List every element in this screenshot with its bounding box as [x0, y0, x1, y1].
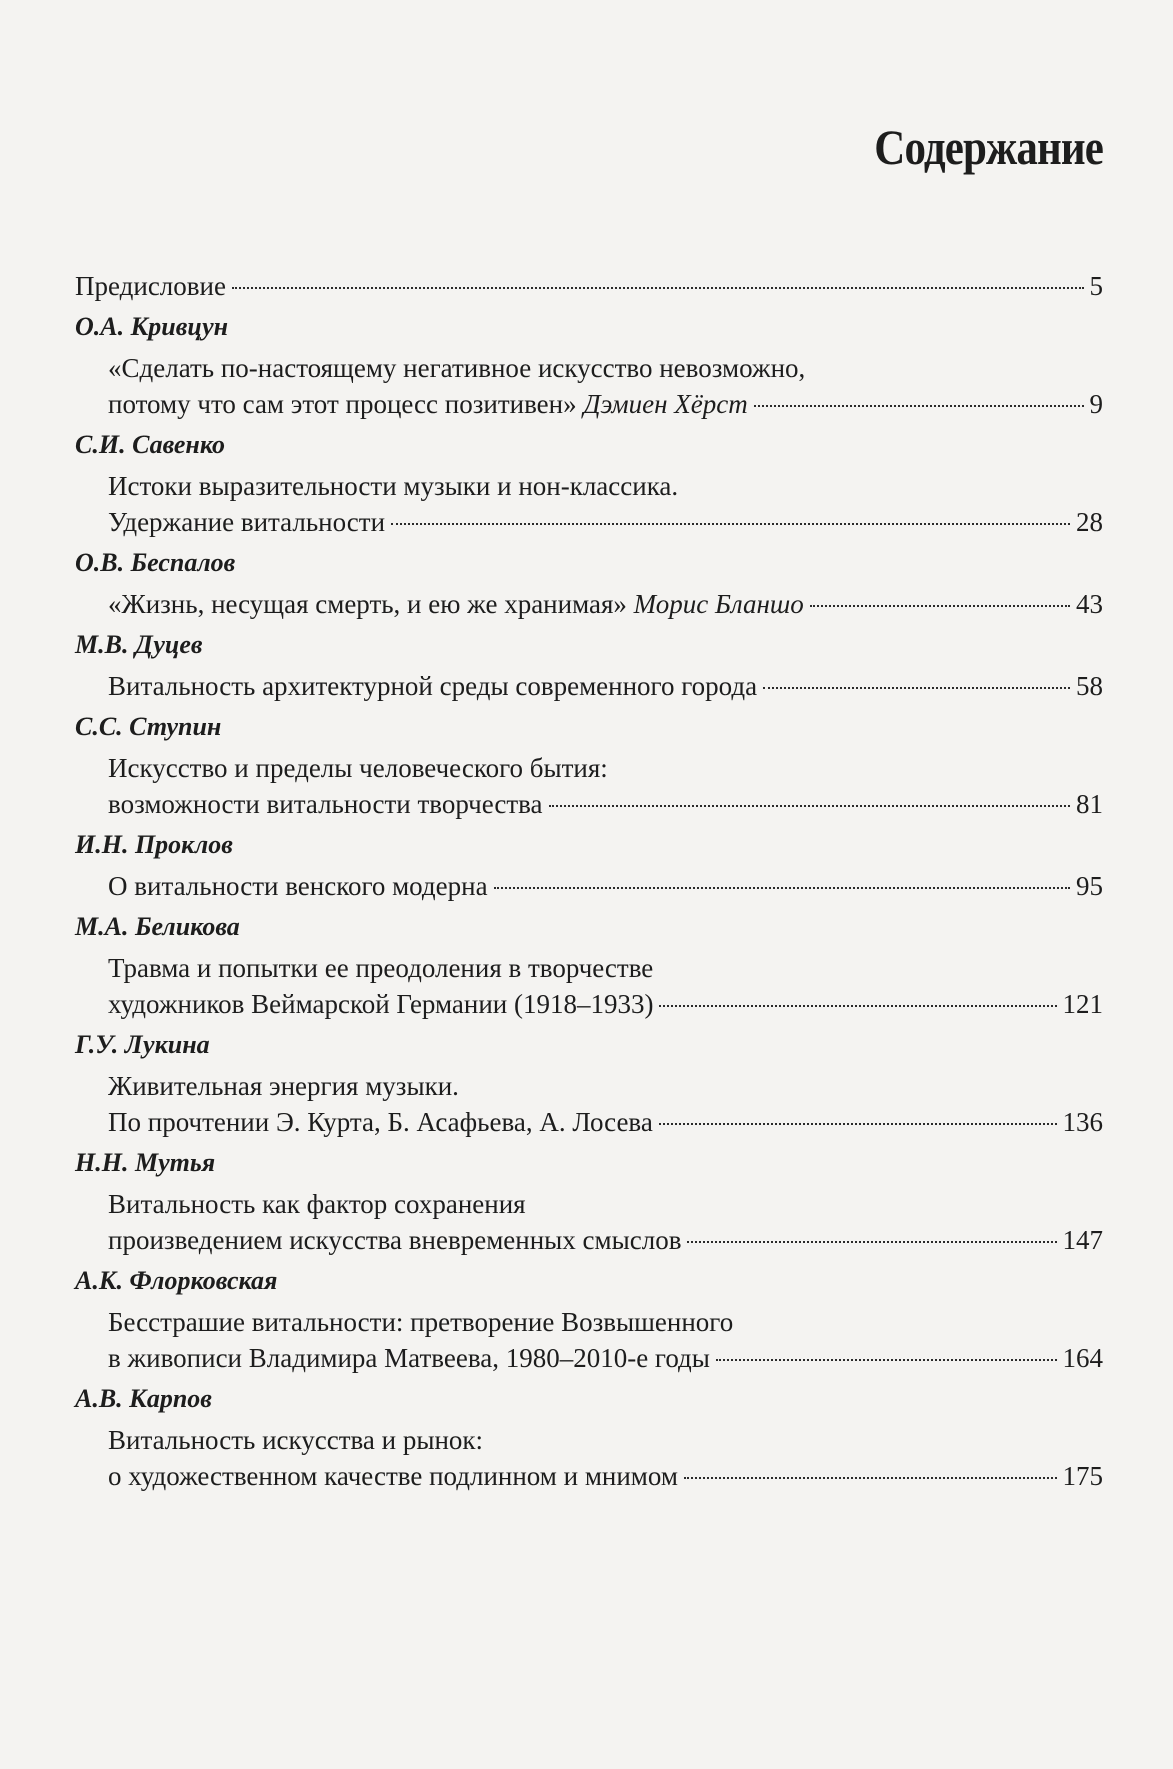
toc-entry[interactable]	[75, 1264, 1103, 1376]
entry-title-last-line	[108, 986, 1103, 1022]
entry-title-line: в живописи Владимира Матвеева, 1980–2010-е годы	[108, 1343, 710, 1373]
entry-title-line: художников Веймарской Германии (1918–1933)	[108, 989, 654, 1019]
entry-title-last-line	[108, 786, 1103, 822]
entry-title-text	[108, 1340, 710, 1376]
page-number: 58	[1076, 671, 1103, 701]
entry-title-line: Живительная энергия музыки.	[108, 1071, 459, 1101]
toc-entry[interactable]	[75, 428, 1103, 540]
quoted-author: Дэмиен Хёрст	[583, 389, 748, 419]
entry-title-text	[108, 1458, 678, 1494]
entry-title-line: Искусство и пределы человеческого бытия:	[108, 753, 608, 783]
toc-entry[interactable]	[75, 1028, 1103, 1140]
entry-author: С.И. Савенко	[75, 430, 226, 459]
toc-entries	[75, 310, 1103, 1494]
entry-author: Г.У. Лукина	[75, 1030, 210, 1059]
entry-title-last-line	[108, 1222, 1103, 1258]
entry-title-line: потому что сам этот процесс позитивен»	[108, 389, 577, 419]
entry-title-text	[108, 1222, 681, 1258]
entry-title-line: «Сделать по-настоящему негативное искусство невозможно,	[108, 353, 806, 383]
page-number: 43	[1076, 589, 1103, 619]
toc-entry[interactable]	[75, 628, 1103, 704]
toc-entry[interactable]	[75, 546, 1103, 622]
entry-title-text	[108, 586, 804, 622]
page-number: 5	[1089, 271, 1103, 301]
entry-title: Предисловие	[75, 271, 226, 301]
leader-dots	[659, 1123, 1057, 1125]
entry-title-last-line	[108, 868, 1103, 904]
entry-work	[75, 1304, 1103, 1376]
entry-work	[75, 1186, 1103, 1258]
toc-entry[interactable]	[75, 310, 1103, 422]
entry-title-last-line	[108, 1458, 1103, 1494]
page-number: 95	[1076, 871, 1103, 901]
page-number: 28	[1076, 507, 1103, 537]
entry-title-text	[108, 386, 748, 422]
entry-author: О.В. Беспалов	[75, 548, 236, 577]
table-of-contents	[75, 268, 1103, 1500]
toc-entry[interactable]	[75, 1382, 1103, 1494]
entry-title-text	[108, 504, 385, 540]
entry-title-line: Удержание витальности	[108, 507, 386, 537]
leader-dots	[659, 1005, 1056, 1007]
entry-work	[75, 468, 1103, 540]
entry-work	[75, 668, 1103, 704]
entry-title-line: Витальность как фактор сохранения	[108, 1189, 526, 1219]
entry-author: М.В. Дуцев	[75, 630, 203, 659]
entry-author: А.В. Карпов	[75, 1384, 212, 1413]
leader-dots	[684, 1477, 1057, 1479]
entry-title-last-line	[108, 1104, 1103, 1140]
entry-author: М.А. Беликова	[75, 912, 240, 941]
page-number: 121	[1062, 989, 1103, 1019]
page-number: 81	[1076, 789, 1103, 819]
entry-title-last-line	[108, 1340, 1103, 1376]
entry-title-text	[108, 786, 543, 822]
leader-dots	[716, 1359, 1057, 1361]
entry-title-line: «Жизнь, несущая смерть, и ею же хранимая»	[108, 589, 627, 619]
entry-work	[75, 750, 1103, 822]
toc-entry[interactable]	[75, 710, 1103, 822]
entry-title-text	[108, 986, 653, 1022]
leader-dots	[232, 287, 1084, 289]
toc-entry[interactable]	[75, 828, 1103, 904]
entry-title-text	[108, 868, 488, 904]
page-number: 164	[1062, 1343, 1103, 1373]
entry-title-line: произведением искусства вневременных смыслов	[108, 1225, 682, 1255]
entry-title-last-line	[108, 386, 1103, 422]
toc-entry[interactable]	[75, 910, 1103, 1022]
entry-author: С.С. Ступин	[75, 712, 222, 741]
entry-author: О.А. Кривцун	[75, 312, 229, 341]
entry-title-line: О витальности венского модерна	[108, 871, 488, 901]
entry-title-line: Витальность искусства и рынок:	[108, 1425, 484, 1455]
entry-title-line: о художественном качестве подлинном и мнимом	[108, 1461, 678, 1491]
leader-dots	[549, 805, 1070, 807]
page-number: 136	[1062, 1107, 1103, 1137]
entry-author: Н.Н. Мутья	[75, 1148, 216, 1177]
leader-dots	[391, 523, 1070, 525]
toc-entry[interactable]	[75, 1146, 1103, 1258]
entry-title-last-line	[108, 668, 1103, 704]
toc-entry-preface[interactable]	[75, 268, 1103, 304]
entry-work	[75, 1422, 1103, 1494]
entry-title-text	[108, 1104, 653, 1140]
entry-work	[75, 1068, 1103, 1140]
entry-title-line: По прочтении Э. Курта, Б. Асафьева, А. Лосева	[108, 1107, 653, 1137]
leader-dots	[494, 887, 1070, 889]
page-title: Содержание	[874, 119, 1103, 175]
entry-title-last-line	[108, 504, 1103, 540]
entry-work	[75, 586, 1103, 622]
entry-title-last-line	[108, 586, 1103, 622]
quoted-author: Морис Бланшо	[633, 589, 804, 619]
entry-work	[75, 950, 1103, 1022]
entry-author: И.Н. Проклов	[75, 830, 233, 859]
leader-dots	[687, 1241, 1056, 1243]
entry-title-line: Истоки выразительности музыки и нон-классика.	[108, 471, 679, 501]
entry-author: А.К. Флорковская	[75, 1266, 278, 1295]
entry-title-line: Травма и попытки ее преодоления в творчестве	[108, 953, 654, 983]
page-number: 9	[1089, 389, 1103, 419]
entry-work	[75, 350, 1103, 422]
entry-work	[75, 868, 1103, 904]
entry-title-line: Витальность архитектурной среды современного города	[108, 671, 758, 701]
page-number: 147	[1062, 1225, 1103, 1255]
page-number: 175	[1062, 1461, 1103, 1491]
entry-title-line: возможности витальности творчества	[108, 789, 543, 819]
entry-title-line: Бесстрашие витальности: претворение Возвышенного	[108, 1307, 734, 1337]
entry-title-text	[108, 668, 757, 704]
leader-dots	[810, 605, 1070, 607]
leader-dots	[763, 687, 1070, 689]
leader-dots	[754, 405, 1084, 407]
